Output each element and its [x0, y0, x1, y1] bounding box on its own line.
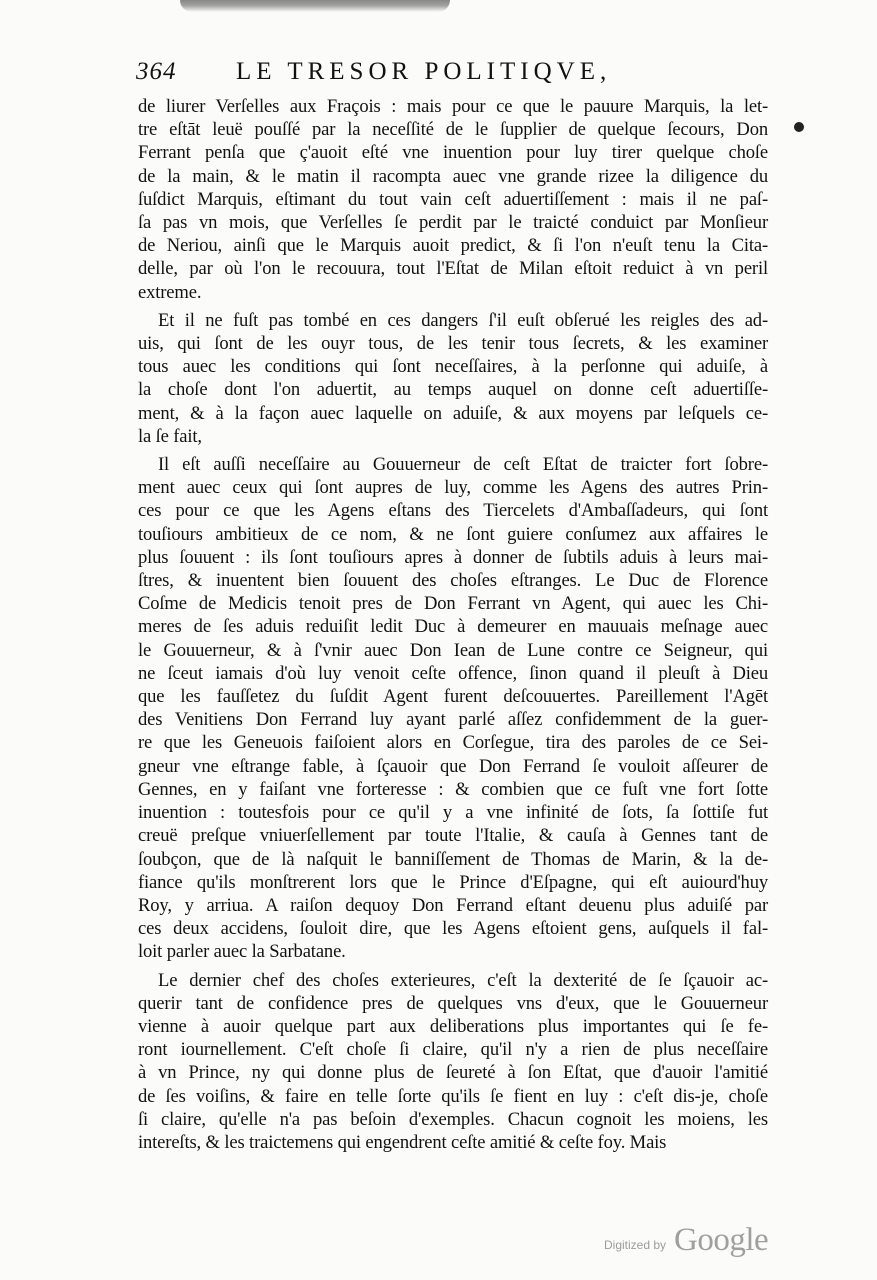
- text-line: intereſts, & les traictemens qui engendrent ceſte amitié & ceſte foy. Mais: [138, 1131, 667, 1153]
- running-title: LE TRESOR POLITIQVE,: [236, 58, 612, 85]
- digitized-by-label: Digitized by: [604, 1238, 667, 1252]
- text-line: uis, qui ſont de les ouyr tous, de les tenir tous ſecrets, & les examiner: [138, 333, 768, 355]
- text-line: de Neriou, ainſi que le Marquis auoit predict, & ſi l'on n'euſt tenu la Cita-: [138, 235, 768, 257]
- text-line: vienne à auoir quelque part aux deliberations plus importantes qui ſe fe-: [138, 1015, 768, 1037]
- text-line: ront iournellement. C'eſt choſe ſi claire, qu'il n'y a rien de plus neceſſaire: [138, 1039, 768, 1061]
- text-line: meres de ſes aduis reduiſit ledit Duc à demeurer en mauuais meſnage auec: [138, 616, 768, 638]
- text-line: fiance qu'ils monſtrerent lors que le Prince d'Eſpagne, qui eſt auiourd'huy: [138, 871, 768, 893]
- text-line: ſuſdict Marquis, eſtimant du tout vain ceſt aduertiſſement : mais il ne paſ-: [138, 188, 768, 210]
- google-logo: Google: [674, 1222, 769, 1258]
- text-line: le Gouuerneur, & à ſ'vnir auec Don Iean de Lune contre ce Seigneur, qui: [138, 639, 768, 661]
- text-line: Gennes, en y faiſant vne forteresse : & combien que ce fuſt vne fort ſotte: [138, 778, 768, 800]
- text-line: la choſe dont l'on aduertit, au temps auquel on donne ceſt aduertiſſe-: [138, 379, 768, 401]
- text-line: loit parler auec la Sarbatane.: [138, 941, 346, 963]
- text-line: plus ſouuent : ils ſont touſiours apres à donner de ſubtils aduis à leurs mai-: [138, 546, 768, 568]
- text-line: tre eſtāt leuë pouſſé par la neceſſité de le ſupplier de quelque ſecours, Don: [138, 119, 768, 141]
- text-line: extreme.: [138, 281, 202, 303]
- text-line: des Venitiens Don Ferrand luy ayant parlé aſſez confidemment de la guer-: [138, 709, 768, 731]
- text-line: querir tant de confidence pres de quelques vns d'eux, que le Gouuerneur: [138, 992, 768, 1014]
- text-line: ne ſceut iamais d'où luy venoit ceſte offence, ſinon quand il pleuſt à Dieu: [138, 662, 768, 684]
- page-number: 364: [136, 58, 177, 85]
- text-line: de liurer Verſelles aux Fraçois : mais pour ce que le pauure Marquis, la let-: [138, 96, 768, 117]
- text-body: [138, 95, 768, 1154]
- margin-ink-spot: [794, 122, 804, 132]
- text-line: Coſme de Medicis tenoit pres de Don Ferrant vn Agent, qui auec les Chi-: [138, 593, 768, 615]
- text-line: ſa pas vn mois, que Verſelles ſe perdit par le traicté conduict par Monſieur: [138, 212, 768, 234]
- text-line: touſiours ambitieux de ce nom, & ne ſont guiere conſumez aux affaires le: [138, 523, 768, 545]
- text-line: ment auec ceux qui ſont aupres de luy, comme les Agens des autres Prin-: [138, 477, 768, 499]
- text-line: tous auec les conditions qui ſont neceſſaires, à la perſonne qui aduiſe, à: [138, 356, 768, 378]
- text-line: Et il ne fuſt pas tombé en ces dangers ſ'il euſt obſerué les reigles des ad-: [158, 309, 768, 331]
- text-line: ces deux accidens, ſouloit dire, que les Agens eſtoient gens, auſquels il fal-: [138, 918, 768, 940]
- text-line: ſi claire, qu'elle n'a pas beſoin d'exemples. Chacun cognoit les moiens, les: [138, 1108, 768, 1130]
- top-scan-smudge: [180, 0, 450, 12]
- text-line: ces pour ce que les Agens eſtans des Tiercelets d'Ambaſſadeurs, qui ſont: [138, 500, 768, 522]
- text-line: Roy, y arriua. A raiſon dequoy Don Ferrand eſtant deuenu plus aduiſé par: [138, 894, 768, 916]
- text-line: ſoubçon, que de là naſquit le banniſſement de Thomas de Marin, & la de-: [138, 848, 768, 870]
- text-line: delle, par où l'on le recouura, tout l'Eſtat de Milan eſtoit reduict à vn peril: [138, 258, 768, 280]
- text-line: Ferrant penſa que ç'auoit eſté vne inuention pour luy tirer quelque choſe: [138, 142, 768, 164]
- text-line: ſtres, & inuentent bien ſouuent des choſes eſtranges. Le Duc de Florence: [138, 570, 768, 592]
- text-line: que les fauſſetez du ſuſdit Agent furent deſcouuertes. Pareillement l'Agēt: [138, 686, 768, 708]
- text-line: gneur vne eſtrange fable, à ſçauoir que Don Ferrand ſe vouloit aſſeurer de: [138, 755, 768, 777]
- text-line: de la main, & le matin il racompta auec vne grande rizee la diligence du: [138, 165, 768, 187]
- text-line: re que les Geneuois faiſoient alors en Corſegue, tira des paroles de ce Sei-: [138, 732, 768, 754]
- text-line: à vn Prince, ny qui donne plus de ſeureté à ſon Eſtat, que d'auoir l'amitié: [138, 1062, 768, 1084]
- text-line: Il eſt auſſi neceſſaire au Gouuerneur de ceſt Eſtat de traicter fort ſobre-: [158, 454, 768, 476]
- text-line: Le dernier chef des choſes exterieures, c'eſt la dexterité de ſe ſçauoir ac-: [158, 969, 768, 991]
- text-line: de ſes voiſins, & faire en telle ſorte qu'ils ſe fient en luy : c'eſt dis-je, choſe: [138, 1085, 768, 1107]
- text-line: ment, & à la façon auec laquelle on aduiſe, & aux moyens par leſquels ce-: [138, 402, 768, 424]
- page-header: [136, 58, 776, 94]
- text-line: inuention : toutesfois pour ce qu'il y a vne infinité de ſots, ſa ſottiſe fut: [138, 802, 768, 824]
- digitization-watermark: [596, 1222, 796, 1262]
- text-line: creuë preſque vniuerſellement par toute l'Italie, & cauſa à Gennes tant de: [138, 825, 768, 847]
- text-line: la ſe fait,: [138, 425, 202, 447]
